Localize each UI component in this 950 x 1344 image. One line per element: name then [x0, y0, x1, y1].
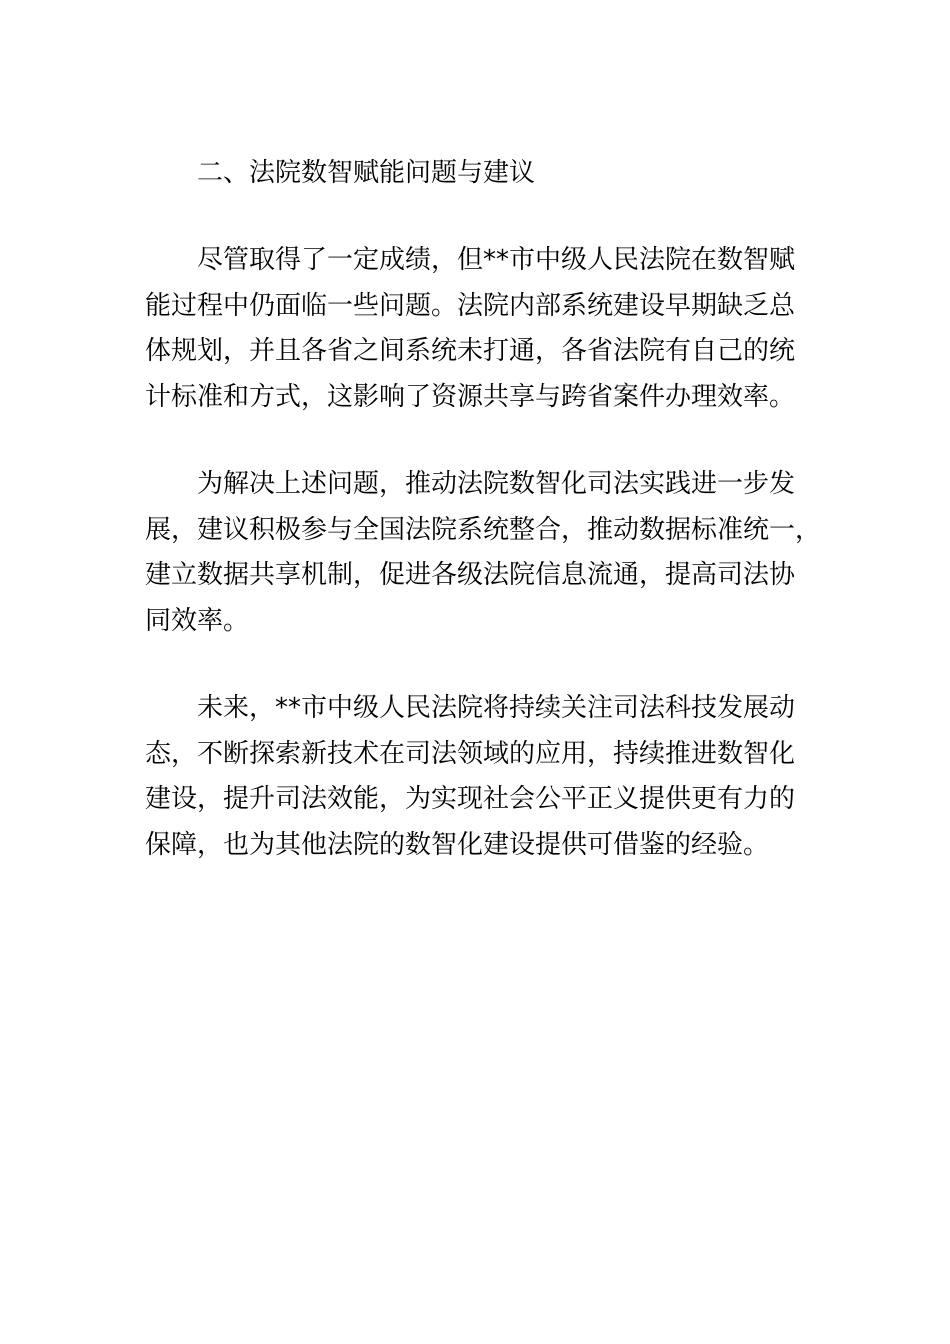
section-heading: 二、法院数智赋能问题与建议: [197, 158, 536, 188]
paragraph-line: 同效率。: [145, 605, 250, 636]
paragraph-line: 态，不断探索新技术在司法领域的应用，持续推进数智化: [145, 738, 796, 769]
paragraph-line: 建立数据共享机制，促进各级法院信息流通，提高司法协: [145, 560, 796, 590]
paragraph-line: 尽管取得了一定成绩，但**市中级人民法院在数智赋: [197, 245, 796, 275]
paragraph-line: 展，建议积极参与全国法院系统整合，推动数据标准统一，: [145, 514, 822, 545]
paragraph-suggestions: [145, 462, 822, 644]
paragraph-line: 为解决上述问题，推动法院数智化司法实践进一步发: [197, 469, 796, 499]
paragraph-line: 建设，提升司法效能，为实现社会公平正义提供更有力的: [145, 784, 796, 814]
paragraph-line: 计标准和方式，这影响了资源共享与跨省案件办理效率。: [145, 381, 796, 412]
paragraph-future: [145, 686, 805, 868]
paragraph-line: 体规划，并且各省之间系统未打通，各省法院有自己的统: [145, 336, 796, 366]
paragraph-line: 未来，**市中级人民法院将持续关注司法科技发展动: [197, 693, 796, 723]
document-body: [145, 150, 822, 910]
paragraph-problems: [145, 238, 805, 420]
paragraph-line: 保障，也为其他法院的数智化建设提供可借鉴的经验。: [145, 829, 770, 860]
paragraph-line: 能过程中仍面临一些问题。法院内部系统建设早期缺乏总: [145, 290, 796, 321]
